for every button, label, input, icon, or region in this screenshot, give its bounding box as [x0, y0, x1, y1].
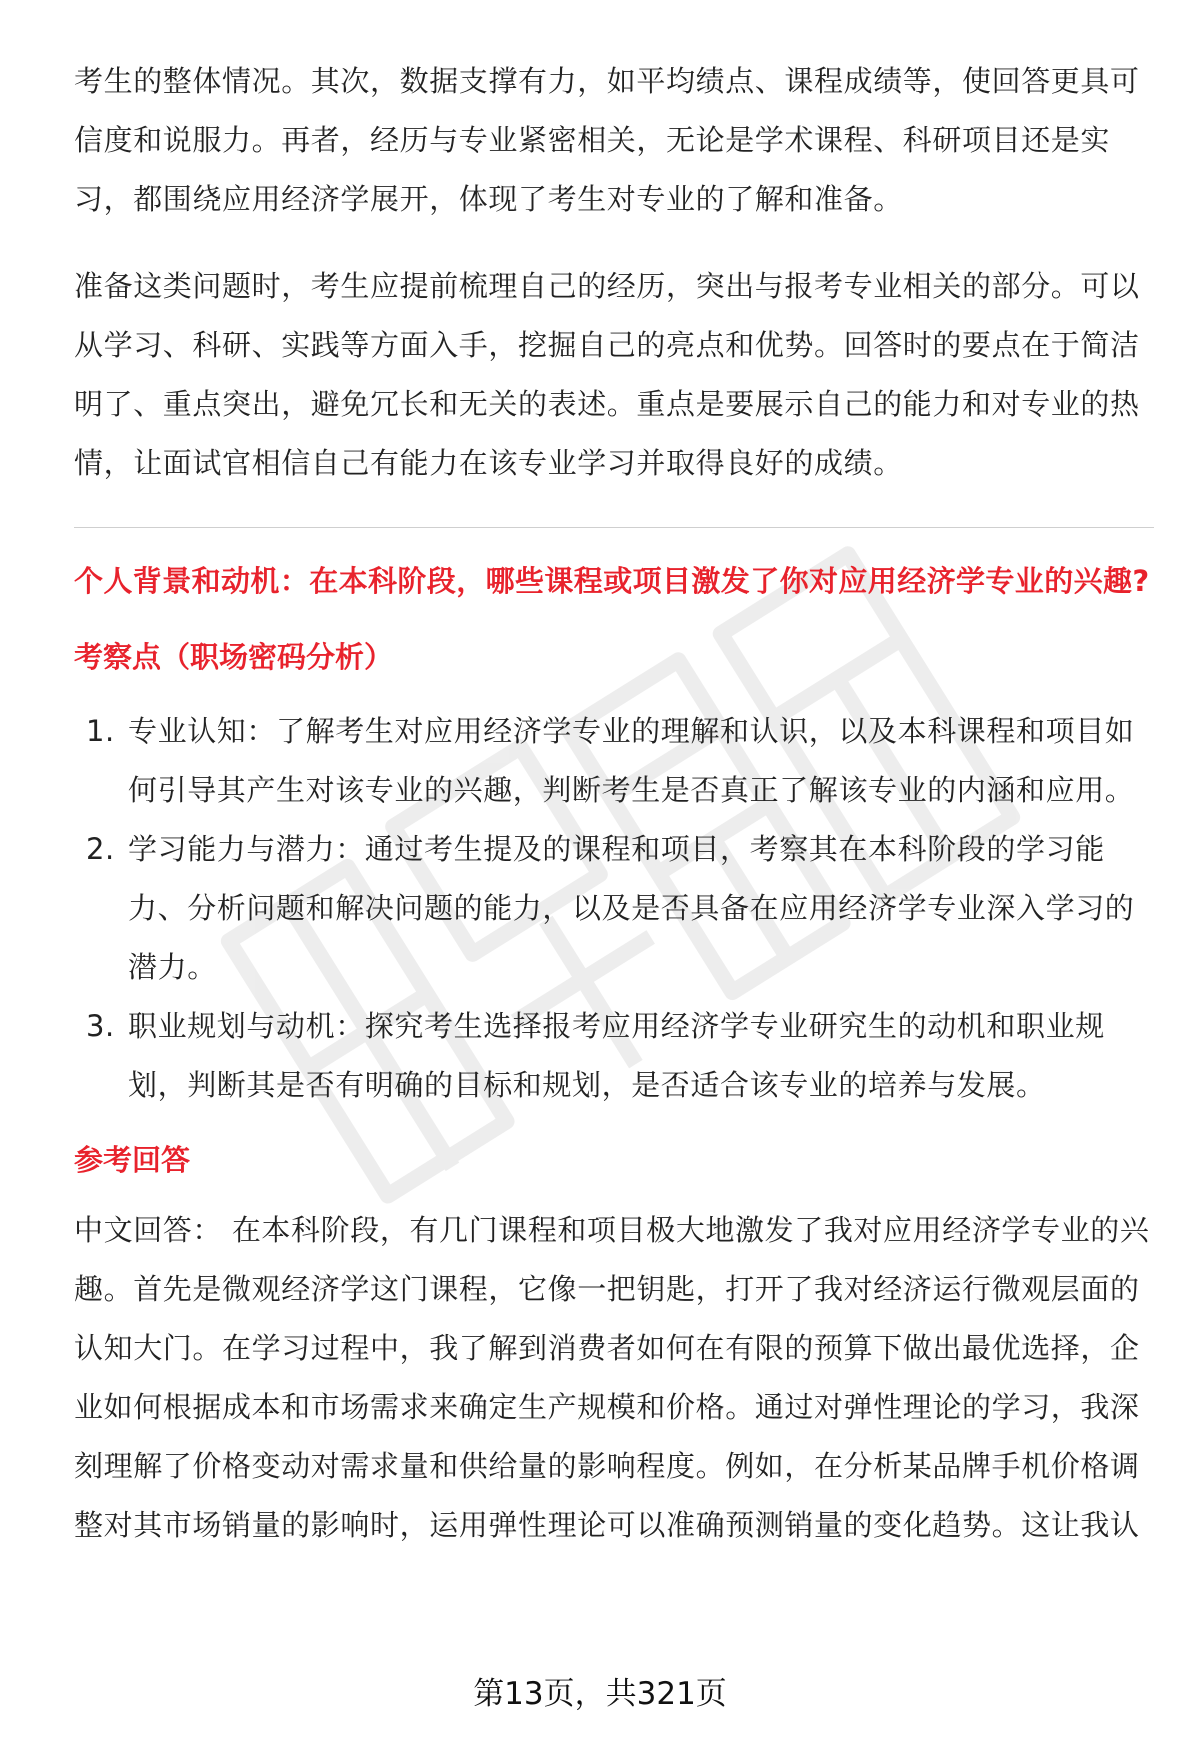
list-item-number: 1. [86, 714, 115, 748]
list-item [74, 702, 1154, 820]
question-heading: 个人背景和动机：在本科阶段，哪些课程或项目激发了你对应用经济学专业的兴趣? [74, 564, 1150, 598]
intro-paragraph-2: 准备这类问题时，考生应提前梳理自己的经历，突出与报考专业相关的部分。可以从学习、科研、实践等方面入手，挖掘自己的亮点和优势。回答时的要点在于简洁明了、重点突出，避免冗长和无关的表述。重点是要展示自己的能力和对专业的热情，让面试官相信自己有能力在该专业学习并取得良好的成绩。 [74, 269, 1140, 480]
page-footer: 第13页，共321页 [473, 1676, 727, 1712]
assessment-points-list [74, 702, 1154, 1115]
list-item-number: 2. [86, 832, 115, 866]
list-item [74, 820, 1154, 997]
section-divider [74, 527, 1154, 528]
page-content [74, 52, 1154, 1555]
list-item [74, 997, 1154, 1115]
reference-answer-title: 参考回答 [74, 1143, 191, 1177]
list-item-text: 专业认知：了解考生对应用经济学专业的理解和认识，以及本科课程和项目如何引导其产生对该专业的兴趣，判断考生是否真正了解该专业的内涵和应用。 [128, 714, 1135, 807]
answer-paragraph: 中文回答： 在本科阶段，有几门课程和项目极大地激发了我对应用经济学专业的兴趣。首先是微观经济学这门课程，它像一把钥匙，打开了我对经济运行微观层面的认知大门。在学习过程中，我了解到消费者如何在有限的预算下做出最优选择，企业如何根据成本和市场需求来确定生产规模和价格。通过对弹性理论的学习，我深刻理解了价格变动对需求量和供给量的影响程度。例如，在分析某品牌手机价格调整对其市场销量的影响时，运用弹性理论可以准确预测销量的变化趋势。这让我认 [74, 1213, 1150, 1542]
list-item-text: 职业规划与动机：探究考生选择报考应用经济学专业研究生的动机和职业规划，判断其是否有明确的目标和规划，是否适合该专业的培养与发展。 [128, 1009, 1105, 1102]
assessment-points-title: 考察点（职场密码分析） [74, 640, 394, 674]
intro-paragraph-1: 考生的整体情况。其次，数据支撑有力，如平均绩点、课程成绩等，使回答更具可信度和说服力。再者，经历与专业紧密相关，无论是学术课程、科研项目还是实习，都围绕应用经济学展开，体现了考生对专业的了解和准备。 [74, 64, 1140, 216]
list-item-number: 3. [86, 1009, 115, 1043]
list-item-text: 学习能力与潜力：通过考生提及的课程和项目，考察其在本科阶段的学习能力、分析问题和解决问题的能力，以及是否具备在应用经济学专业深入学习的潜力。 [128, 832, 1135, 984]
